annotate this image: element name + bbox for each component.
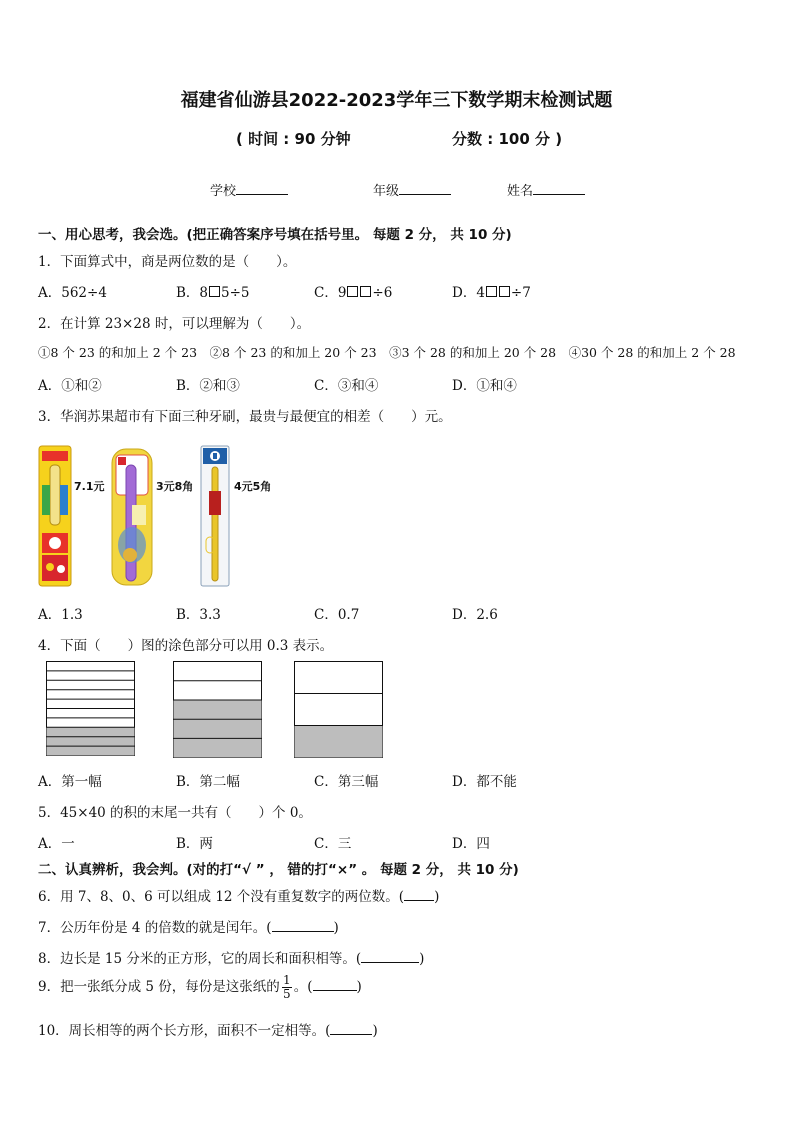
q6-answer-blank[interactable] [404, 888, 434, 901]
q4-option-b[interactable]: B．第二幅 [176, 774, 240, 790]
q4-option-d[interactable]: D．都不能 [452, 774, 517, 790]
q5-option-c[interactable]: C．三 [314, 836, 352, 852]
q1-stem: 1．下面算式中，商是两位数的是（ ）。 [38, 254, 297, 270]
q8-answer-blank[interactable] [361, 950, 419, 963]
q2-option-b[interactable]: B．②和③ [176, 378, 240, 394]
q3-option-b[interactable]: B．3.3 [176, 607, 221, 623]
q3-option-d[interactable]: D．2.6 [452, 607, 498, 623]
q4-option-a[interactable]: A．第一幅 [38, 774, 102, 790]
price-label-1: 7.1元 [74, 480, 105, 493]
section2-heading: 二、认真辨析，我会判。(对的打“√ ” ， 错的打“×” 。 每题 2 分， 共 10 分) [38, 862, 519, 878]
box-icon [209, 286, 220, 297]
q6-text: 6．用 7、8、0、6 可以组成 12 个没有重复数字的两位数。( [38, 889, 405, 905]
close-paren: ) [419, 951, 425, 967]
box-icon [360, 286, 371, 297]
q4-stem: 4．下面（ ）图的涂色部分可以用 0.3 表示。 [38, 638, 334, 654]
q2-option-d[interactable]: D．①和④ [452, 378, 517, 394]
q7-statement [38, 916, 339, 936]
grade-blank[interactable] [399, 182, 451, 195]
q1-option-b-post: 5÷5 [221, 285, 250, 301]
q5-option-a[interactable]: A．一 [38, 836, 75, 852]
q8-statement [38, 947, 424, 967]
q1-option-c-post: ÷6 [372, 285, 393, 301]
close-paren: ) [356, 979, 362, 995]
q7-answer-blank[interactable] [272, 919, 334, 932]
name-field [507, 180, 585, 199]
page-title: 福建省仙游县2022-2023学年三下数学期末检测试题 [180, 90, 613, 111]
figure-2-fifths [173, 661, 263, 759]
q5-option-d[interactable]: D．四 [452, 836, 490, 852]
name-blank[interactable] [533, 182, 585, 195]
grade-field [373, 180, 451, 199]
figure-3-thirds [294, 661, 384, 759]
q5-option-b[interactable]: B．两 [176, 836, 213, 852]
q3-option-c[interactable]: C．0.7 [314, 607, 360, 623]
school-label: 学校 [210, 184, 237, 199]
q9-answer-blank[interactable] [313, 978, 357, 991]
toothbrush-1-image [38, 445, 72, 587]
box-icon [499, 286, 510, 297]
close-paren: ) [434, 889, 440, 905]
fraction-denominator: 5 [282, 987, 291, 1001]
q3-option-a[interactable]: A．1.3 [38, 607, 83, 623]
q1-option-c[interactable] [314, 281, 392, 301]
q2-option-c[interactable]: C．③和④ [314, 378, 379, 394]
q9-text: 9．把一张纸分成 5 份，每份是这张纸的 [38, 979, 280, 995]
school-field [210, 180, 288, 199]
time-info: ( 时间 : 90 分钟 [236, 130, 351, 148]
q1-option-b-pre: B．8 [176, 285, 209, 301]
fraction-one-fifth [282, 974, 292, 1001]
q9-statement [38, 974, 362, 1001]
close-paren: ) [372, 1023, 378, 1039]
q1-option-a[interactable]: A．562÷4 [38, 285, 107, 301]
q6-statement [38, 885, 439, 905]
q7-text: 7．公历年份是 4 的倍数的就是闰年。( [38, 920, 272, 936]
q3-stem: 3．华润苏果超市有下面三种牙刷，最贵与最便宜的相差（ ）元。 [38, 409, 452, 425]
grade-label: 年级 [373, 184, 400, 199]
price-label-3: 4元5角 [234, 480, 272, 493]
price-label-2: 3元8角 [156, 480, 194, 493]
section1-heading: 一、用心思考，我会选。(把正确答案序号填在括号里。 每题 2 分， 共 10 分) [38, 227, 512, 243]
school-blank[interactable] [236, 182, 288, 195]
q5-stem: 5．45×40 的积的末尾一共有（ ）个 0。 [38, 805, 312, 821]
fraction-numerator: 1 [282, 973, 291, 987]
q8-text: 8．边长是 15 分米的正方形，它的周长和面积相等。( [38, 951, 362, 967]
toothbrush-3-image [200, 445, 230, 587]
figure-1-tenths [46, 661, 136, 757]
q1-option-d-pre: D．4 [452, 285, 485, 301]
q2-stem: 2．在计算 23×28 时，可以理解为（ ）。 [38, 316, 311, 332]
q1-option-b[interactable] [176, 281, 250, 301]
close-paren: ) [333, 920, 339, 936]
box-icon [347, 286, 358, 297]
q2-option-a[interactable]: A．①和② [38, 378, 102, 394]
q1-option-d-post: ÷7 [510, 285, 531, 301]
q1-option-d[interactable] [452, 281, 531, 301]
q4-option-c[interactable]: C．第三幅 [314, 774, 379, 790]
q10-answer-blank[interactable] [330, 1022, 372, 1035]
toothbrush-2-image [110, 445, 154, 587]
q10-statement [38, 1019, 378, 1039]
score-info: 分数 : 100 分 ) [452, 130, 563, 148]
name-label: 姓名 [507, 184, 534, 199]
q2-items: ①8 个 23 的和加上 2 个 23 ②8 个 23 的和加上 20 个 23 ③3 个 28 的和加上 20 个 28 ④30 个 28 的和加上 2 个 28 [38, 345, 736, 360]
q10-text: 10．周长相等的两个长方形，面积不一定相等。( [38, 1023, 331, 1039]
q1-option-c-pre: C．9 [314, 285, 347, 301]
box-icon [486, 286, 497, 297]
q9-text-end: 。( [293, 979, 313, 995]
